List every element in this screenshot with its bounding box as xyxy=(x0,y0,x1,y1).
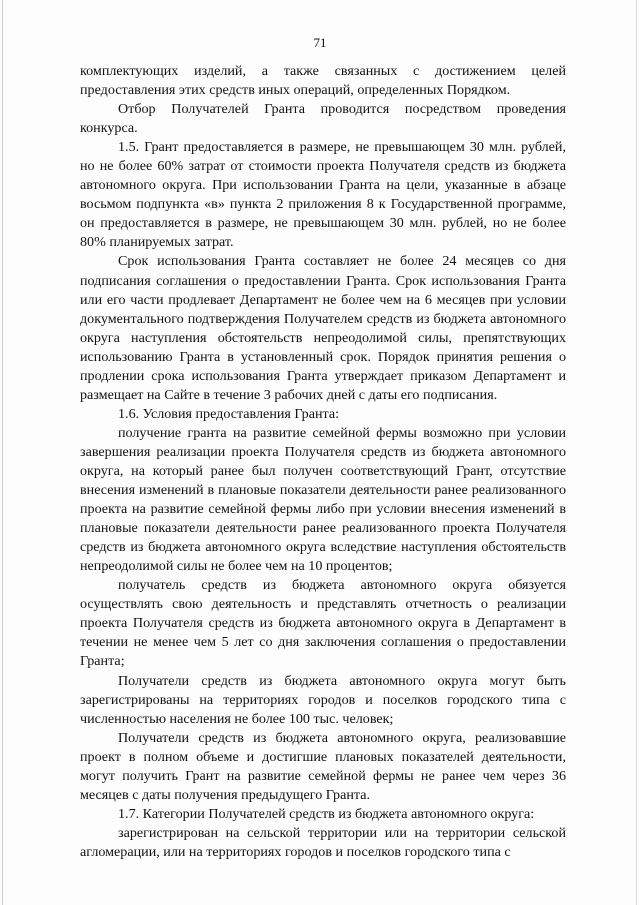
scan-edge-left xyxy=(2,0,3,905)
paragraph: Получатели средств из бюджета автономного округа могут быть зарегистрированы на территориях городов и поселков городского типа с численностью населения не более 100 тыс. человек; xyxy=(80,672,566,727)
scan-edge-right xyxy=(636,0,637,905)
paragraph: зарегистрирован на сельской территории или на территории сельской агломерации, или на территориях городов и поселков городского типа с xyxy=(80,824,566,860)
section-heading: 1.7. Категории Получателей средств из бюджета автономного округа: xyxy=(118,805,535,822)
paragraph: Срок использования Гранта составляет не более 24 месяцев со дня подписания соглашения о предоставлении Гранта. Срок использования Гранта или его части продлевает Департамент не более чем на 6 месяцев при условии документального подтверждения Получателем средств из бюджета автономного округа наступления обстоятельств непреодолимой силы, препятствующих использованию Гранта в установленный срок. Порядок принятия решения о продлении срока использования Гранта утверждает приказом Департамент и размещает на Сайте в течение 3 рабочих дней с даты его подписания. xyxy=(80,253,566,403)
page-number: 71 xyxy=(313,35,327,50)
document-body xyxy=(80,62,566,862)
paragraph: получатель средств из бюджета автономного округа обязуется осуществлять свою деятельность и представлять отчетность о реализации проекта Получателя средств из бюджета автономного округа в Департамент в течении не менее чем 5 лет со дня заключения соглашения о предоставлении Гранта; xyxy=(80,577,566,670)
paragraph: комплектующих изделий, а также связанных с достижением целей предоставления этих средств иных операций, определенных Порядком. xyxy=(80,63,566,99)
paragraph: Отбор Получателей Гранта проводится посредством проведения конкурса. xyxy=(80,101,566,137)
paragraph: получение гранта на развитие семейной фермы возможно при условии завершения реализации проекта Получателя средств из бюджета автономного округа, на который ранее был получен соответствующий Грант, отсутствие внесения изменений в плановые показатели деятельности ранее реализованного проекта на развитие семейной фермы либо при условии внесения изменений в плановые показатели деятельности ранее реализованного проекта Получателя средств из бюджета автономного округа вследствие наступления обстоятельств непреодолимой силы не более чем на 10 процентов; xyxy=(80,424,566,575)
paragraph: 1.5. Грант предоставляется в размере, не превышающем 30 млн. рублей, но не более 60% затрат от стоимости проекта Получателя средств из бюджета автономного округа. При использовании Гранта на цели, указанные в абзаце восьмом подпункта «в» пункта 2 приложения 8 к Государственной программе, он предоставляется в размере, не превышающем 30 млн. рублей, но не более 80% планируемых затрат. xyxy=(80,139,566,251)
paragraph: Получатели средств из бюджета автономного округа, реализовавшие проект в полном объеме и достигшие плановых показателей деятельности, могут получить Грант на развитие семейной фермы не ранее чем через 36 месяцев с даты получения предыдущего Гранта. xyxy=(80,729,566,803)
section-heading: 1.6. Условия предоставления Гранта: xyxy=(118,405,340,422)
